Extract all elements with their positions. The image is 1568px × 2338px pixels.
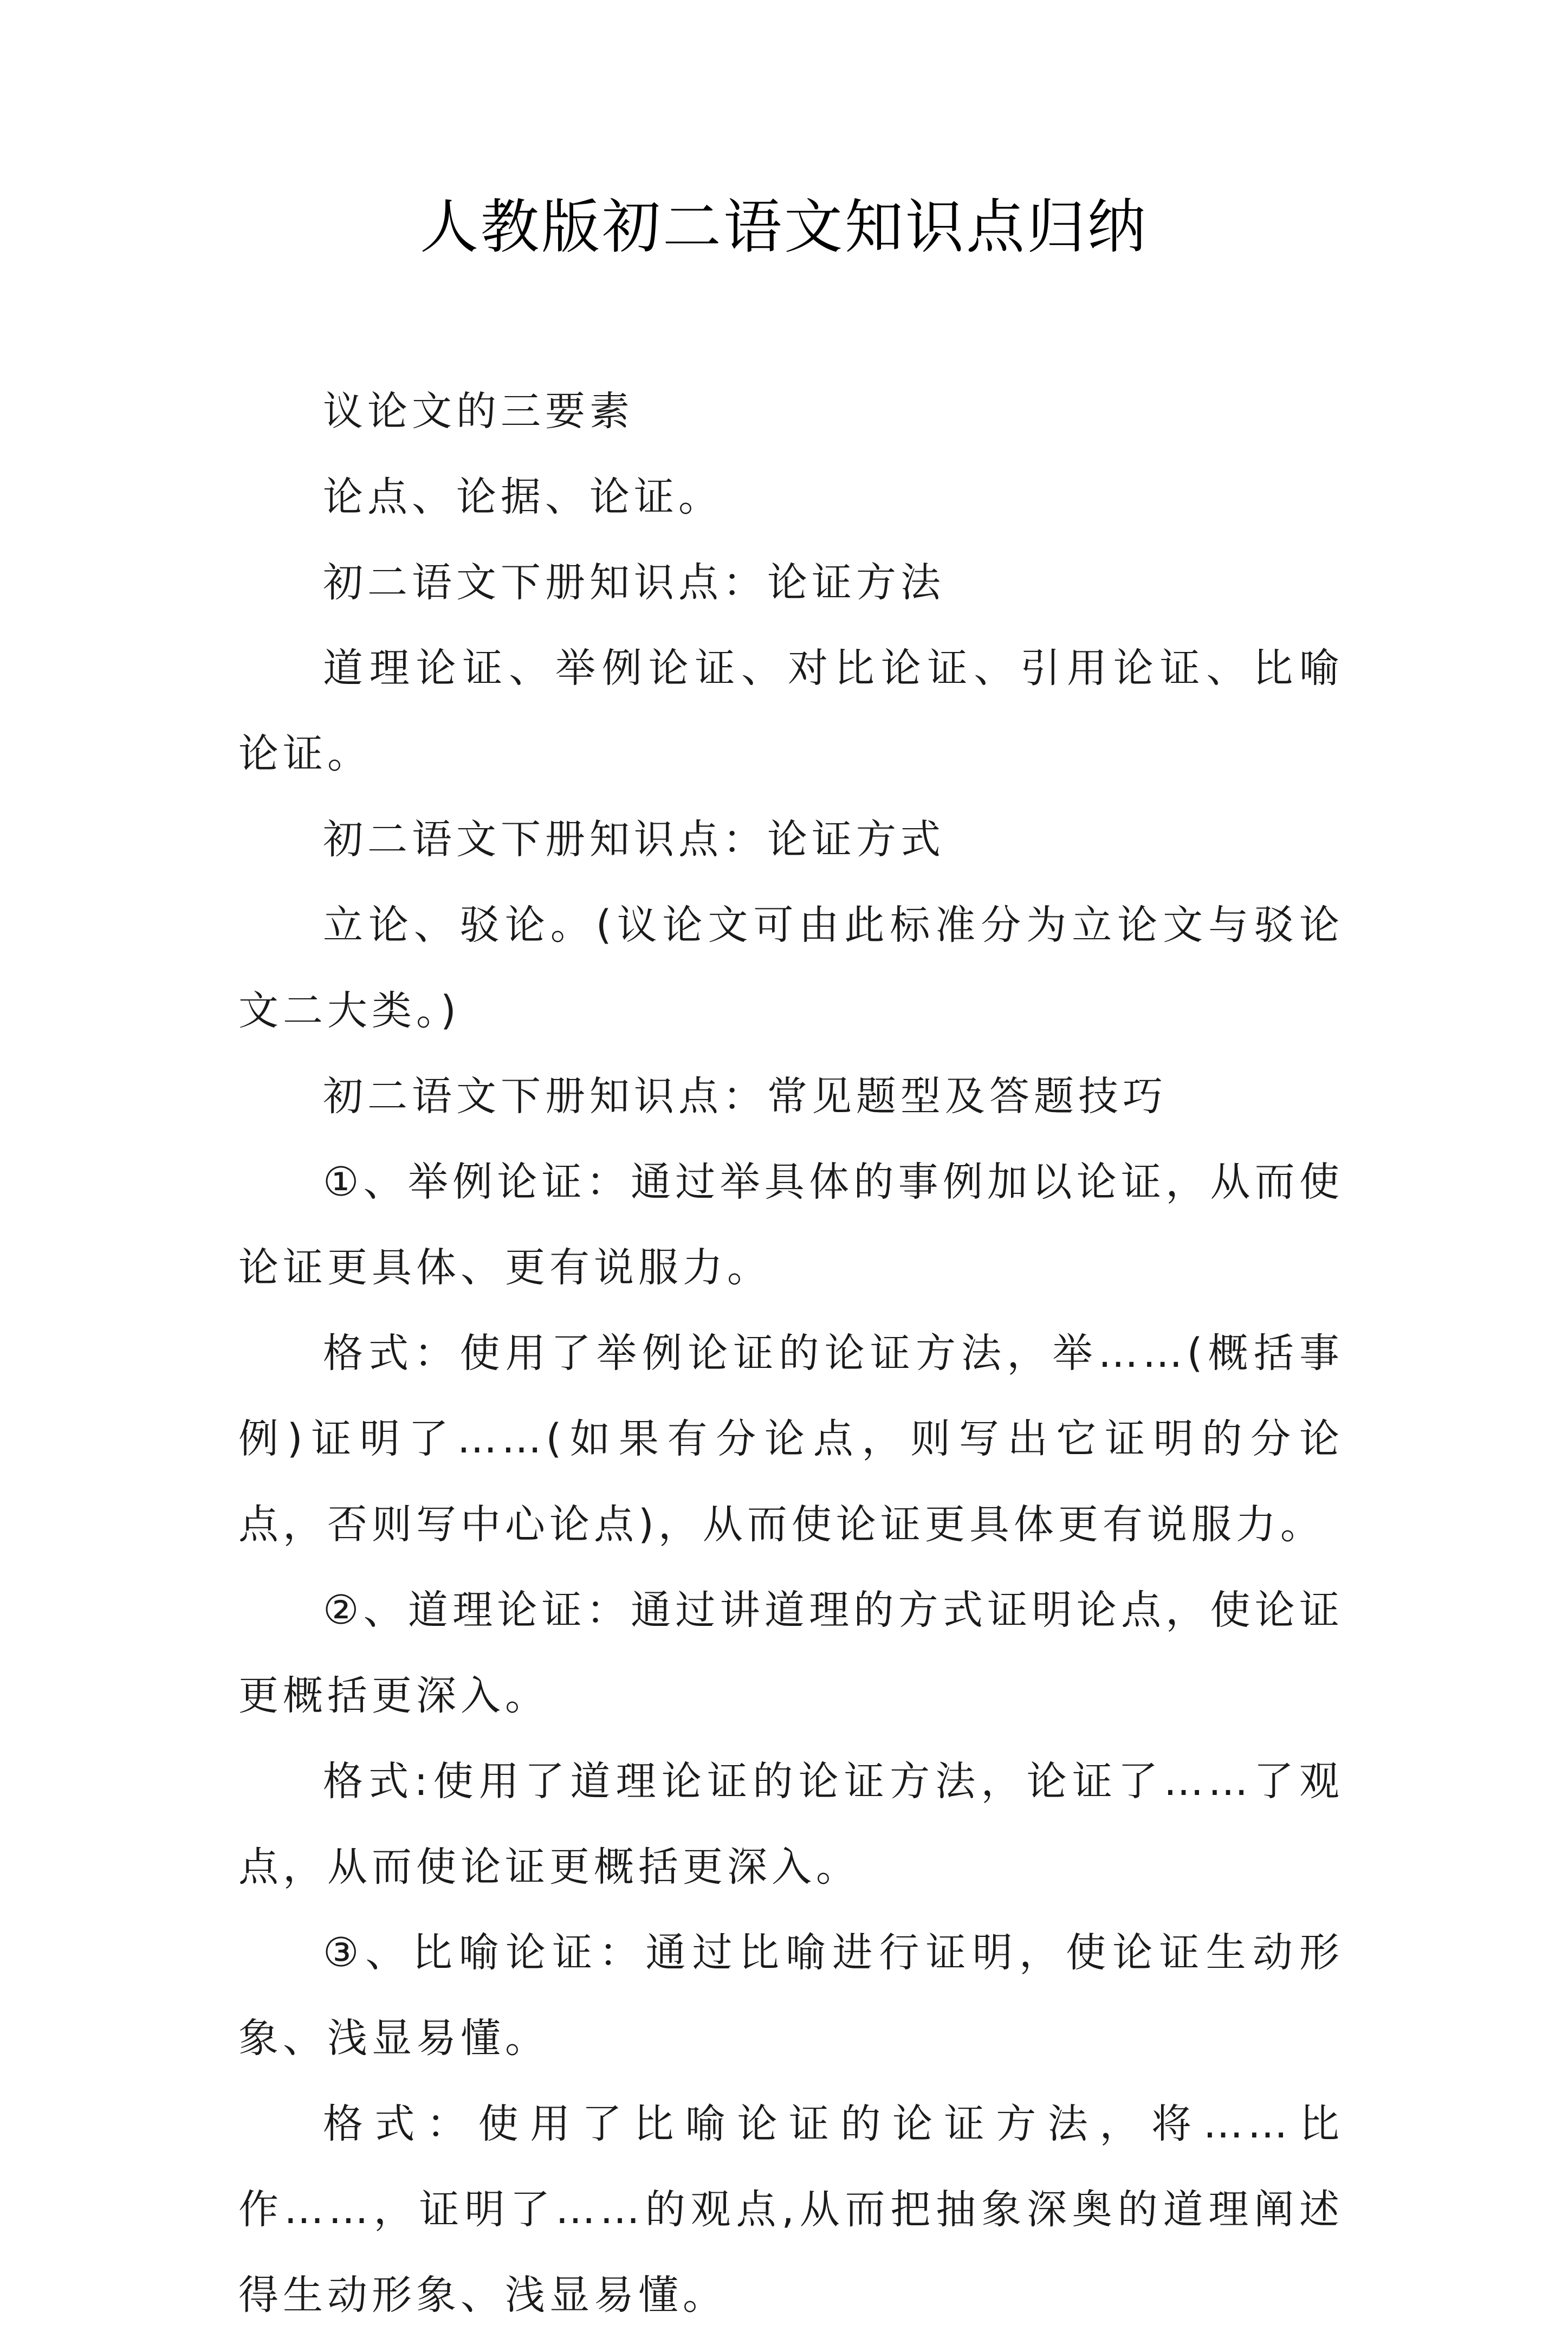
paragraph-13: 格式：使用了比喻论证的论证方法，将……比作……，证明了……的观点,从而把抽象深奥的道理阐述得生动形象、浅显易懂。 [238, 2101, 1344, 2318]
paragraph-3: 初二语文下册知识点：论证方法 [323, 559, 945, 606]
paragraph-11: 格式:使用了道理论证的论证方法，论证了……了观点，从而使论证更概括更深入。 [238, 1758, 1344, 1890]
paragraph-2: 论点、论据、论证。 [323, 474, 723, 520]
paragraph-4: 道理论证、举例论证、对比论证、引用论证、比喻论证。 [238, 645, 1344, 777]
document-title: 人教版初二语文知识点归纳 [419, 193, 1148, 261]
document-body [238, 369, 1344, 2338]
paragraph-1: 议论文的三要素 [323, 388, 634, 435]
paragraph-5: 初二语文下册知识点：论证方式 [323, 816, 945, 863]
paragraph-9: 格式：使用了举例论证的论证方法，举……(概括事例)证明了……(如果有分论点，则写出它证明的分论点，否则写中心论点)，从而使论证更具体更有说服力。 [238, 1330, 1344, 1548]
paragraph-12: ③、比喻论证：通过比喻进行证明，使论证生动形象、浅显易懂。 [238, 1929, 1344, 2062]
paragraph-7: 初二语文下册知识点：常见题型及答题技巧 [323, 1073, 1167, 1120]
paragraph-8: ①、举例论证：通过举具体的事例加以论证，从而使论证更具体、更有说服力。 [238, 1159, 1344, 1291]
paragraph-6: 立论、驳论。(议论文可由此标准分为立论文与驳论文二大类。) [238, 902, 1344, 1034]
paragraph-10: ②、道理论证：通过讲道理的方式证明论点，使论证更概括更深入。 [238, 1587, 1344, 1719]
